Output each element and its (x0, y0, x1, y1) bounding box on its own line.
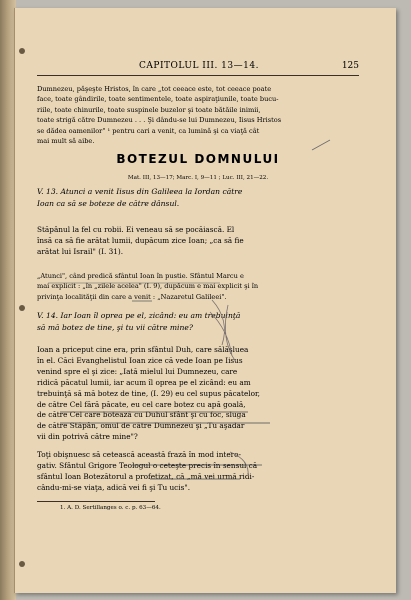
verse-13 (37, 186, 359, 209)
text-line: ridică păcatul lumii, iar acum îl oprea pe el zicând: eu am (37, 377, 251, 387)
text-line: face, toate gândirile, toate sentimentele, toate aspiraţiunile, toate bucu- (37, 95, 279, 104)
text-line: riile, toate chinurile, toate suspinele buzelor şi toate bătăile inimii, (37, 105, 261, 114)
verse-14 (37, 310, 359, 333)
text-line: Ioan ca să se boteze de către dânsul. (37, 198, 180, 208)
commentary-paragraph (37, 345, 359, 443)
text-line: sfântul Ioan Botezătorul a profetizat, că „mă vei urmă ridi- (37, 471, 255, 481)
page-number: 125 (341, 61, 359, 71)
intro-paragraph (37, 84, 359, 146)
text-line: privinţa localităţii din care a venit : „Nazaretul Galileei". (37, 292, 227, 301)
text-line: de către Stăpân, omul de către Dumnezeu şi „Tu aşadar (37, 421, 245, 431)
text-line: Dumnezeu, păşeşte Hristos, în care „tot ceeace este, tot ceeace poate (37, 85, 272, 93)
text-line: însă ca să fie arătat lumii, dupăcum zice Ioan; „ca să fie (37, 235, 244, 245)
text-line: toate strigă către Dumnezeu . . . Şi dându-se lui Dumnezeu, Iisus Hristos (37, 116, 282, 125)
text-line: în el. Căci Evanghelistul Ioan zice că vede Ioan pe Iisus (37, 355, 243, 365)
text-line: Toţi obişnuesc să cetească această frază în mod intero- (37, 450, 242, 459)
text-line: V. 14. Iar Ioan îl oprea pe el, zicând: eu am trebuinţă (37, 311, 241, 320)
footnote: 1. A. D. Sertillanges o. c. p. 63—64. (60, 505, 161, 511)
text-line: V. 13. Atunci a venit Iisus din Galileea la Iordan către (37, 187, 243, 196)
text-line: se dădea oamenilor" ¹ pentru cari a venit, ca lumină şi ca viaţă cât (37, 126, 260, 135)
text-line: venind spre el şi zice: „Iată mielul lui Dumnezeu, care (37, 366, 238, 376)
chapter-title: CAPITOLUL III. 13—14. (139, 61, 259, 71)
scripture-references: Mat. III, 13—17; Marc. I, 9—11 ; Luc. III, 21—22. (127, 175, 269, 181)
text-line: trebuinţă să mă botez de tine, (I. 29) eu cel supus păcatelor, (37, 388, 260, 398)
text-line: arătat lui Israil" (I. 31). (37, 246, 124, 256)
text-line: „Atunci", când predică sfântul Ioan în pustie. Sfântul Marcu e (37, 272, 244, 280)
text-line: cându-mi-se viaţa, adică vei fi şi Tu ucis". (37, 482, 191, 492)
section-title: BOTEZUL DOMNULUI (116, 152, 280, 166)
binding-hole (19, 305, 25, 311)
commentary-paragraph (37, 225, 359, 258)
text-line: mai mult să aibe. (37, 137, 95, 146)
running-header (37, 61, 359, 75)
text-line: să mă botez de tine, şi tu vii către mine? (37, 322, 193, 332)
text-line: Ioan a priceput cine era, prin sfântul Duh, care sălăşluea (37, 345, 249, 354)
commentary-paragraph (37, 450, 359, 494)
header-rule (37, 75, 359, 76)
text-line: gativ. Sfântul Grigore Teologul o ceteşte precis în sensul că (37, 460, 258, 470)
text-line: de către Cel fără păcate, eu cel care botez cu apă goală, (37, 399, 246, 409)
text-line: vii din potrivă către mine"? (37, 432, 138, 442)
footnote-rule (37, 501, 155, 502)
text-line: Stăpânul la fel cu robii. Ei veneau să se pocăiască. El (37, 225, 235, 234)
note-paragraph (37, 271, 359, 302)
text-line: de către Cel care botează cu Duhul sfânt şi cu foc, sluga (37, 410, 246, 420)
binding-hole (19, 48, 25, 54)
binding-hole (19, 561, 25, 567)
text-line: mai explicit : „în „zilele acelea" (I. 9), dupăcum e mai explicit şi în (37, 282, 259, 291)
